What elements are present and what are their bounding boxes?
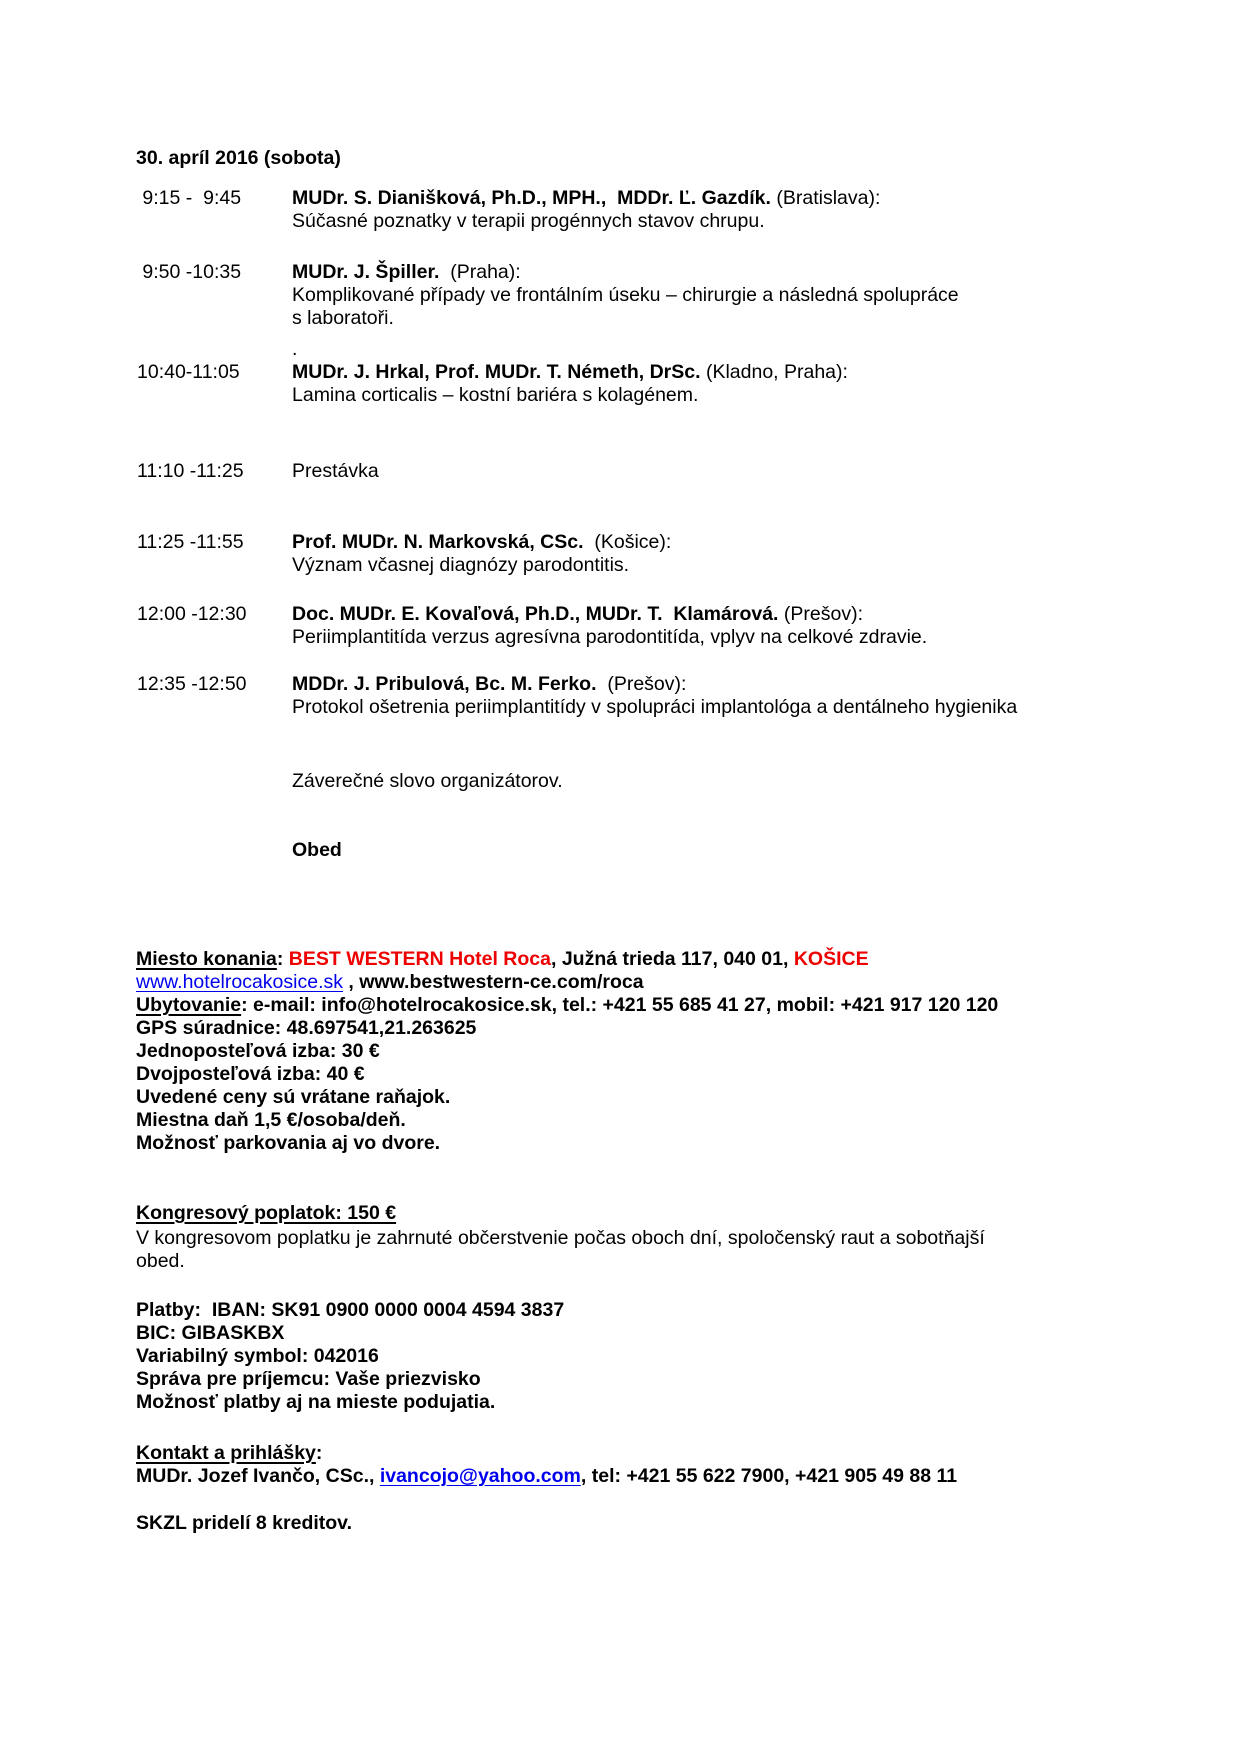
variable-symbol-line: Variabilný symbol: 042016 bbox=[136, 1345, 379, 1367]
gps-line: GPS súradnice: 48.697541,21.263625 bbox=[136, 1017, 477, 1039]
talk-place: (Prešov): bbox=[778, 603, 863, 625]
schedule-row-break bbox=[137, 460, 379, 483]
bic-line: BIC: GIBASKBX bbox=[136, 1322, 285, 1344]
accommodation-contact: : e-mail: info@hotelrocakosice.sk, tel.: +421 55 685 41 27, mobil: +421 917 120 120 bbox=[241, 994, 999, 1016]
talk-place: (Košice): bbox=[583, 531, 672, 553]
schedule-row bbox=[137, 361, 848, 384]
talk-time: 11:10 -11:25 bbox=[137, 460, 244, 482]
talk-time: 9:15 - 9:45 bbox=[137, 187, 242, 209]
talk-place: (Bratislava): bbox=[770, 187, 881, 209]
schedule-row bbox=[137, 673, 686, 696]
talk-description: Periimplantitída verzus agresívna parodontitída, vplyv na celkové zdravie. bbox=[292, 626, 928, 648]
venue-label: Miesto konania bbox=[136, 948, 277, 970]
date-heading: 30. apríl 2016 (sobota) bbox=[136, 147, 341, 169]
contact-phones: , tel: +421 55 622 7900, +421 905 49 88 11 bbox=[580, 1465, 958, 1487]
contact-person: MUDr. Jozef Ivančo, CSc., bbox=[136, 1465, 380, 1487]
lunch-label: Obed bbox=[292, 839, 342, 861]
accommodation-label: Ubytovanie bbox=[136, 994, 242, 1016]
stray-period: . bbox=[292, 338, 298, 360]
schedule-row bbox=[137, 261, 521, 284]
schedule-row bbox=[137, 603, 863, 626]
venue-city: KOŠICE bbox=[793, 948, 869, 970]
iban-line: Platby: IBAN: SK91 0900 0000 0004 4594 3837 bbox=[136, 1299, 565, 1321]
talk-speakers: Prof. MUDr. N. Markovská, CSc. bbox=[292, 531, 584, 553]
contact-line bbox=[136, 1465, 957, 1488]
talk-description: Súčasné poznatky v terapii progénnych stavov chrupu. bbox=[292, 210, 765, 232]
talk-description: Komplikované případy ve frontálním úseku – chirurgie a následná spolupráce bbox=[292, 284, 959, 306]
talk-description: s laboratoři. bbox=[292, 307, 394, 329]
hotel-website-link[interactable]: www.hotelrocakosice.sk bbox=[136, 971, 343, 993]
talk-place: (Praha): bbox=[439, 261, 521, 283]
talk-description: Význam včasnej diagnózy parodontitis. bbox=[292, 554, 630, 576]
venue-line: Miesto konania: BEST WESTERN Hotel Roca, Južná trieda 117, 040 01, KOŠICE bbox=[136, 948, 869, 970]
talk-description: Protokol ošetrenia periimplantitídy v spolupráci implantológa a dentálneho hygienika bbox=[292, 696, 1018, 718]
talk-speakers: MDDr. J. Pribulová, Bc. M. Ferko. bbox=[292, 673, 597, 695]
accommodation-line bbox=[136, 994, 998, 1017]
talk-time: 9:50 -10:35 bbox=[137, 261, 242, 283]
contact-email-link[interactable]: ivancojo@yahoo.com bbox=[379, 1465, 581, 1487]
double-room-price: Dvojposteľová izba: 40 € bbox=[136, 1063, 365, 1085]
schedule-row bbox=[137, 531, 671, 554]
fee-description: obed. bbox=[136, 1250, 185, 1272]
contact-heading: Kontakt a prihlášky bbox=[136, 1442, 316, 1464]
talk-time: 12:35 -12:50 bbox=[137, 673, 247, 695]
talk-speakers: MUDr. J. Špiller. bbox=[292, 261, 440, 283]
contact-heading-line: Kontakt a prihlášky: bbox=[136, 1442, 323, 1464]
website-line bbox=[136, 971, 644, 994]
venue-address: , Južná trieda 117, 040 01, bbox=[551, 948, 794, 970]
talk-speakers: MUDr. S. Dianišková, Ph.D., MPH., MDDr. Ľ. Gazdík. bbox=[292, 187, 771, 209]
website-rest: , www.bestwestern-ce.com/roca bbox=[343, 971, 644, 993]
fee-description: V kongresovom poplatku je zahrnuté občerstvenie počas oboch dní, spoločenský raut a sobotňajší bbox=[136, 1227, 985, 1249]
single-room-price: Jednoposteľová izba: 30 € bbox=[136, 1040, 380, 1062]
breakfast-note: Uvedené ceny sú vrátane raňajok. bbox=[136, 1086, 451, 1108]
talk-place: (Kladno, Praha): bbox=[700, 361, 848, 383]
talk-description: Lamina corticalis – kostní bariéra s kolagénem. bbox=[292, 384, 699, 406]
talk-speakers: MUDr. J. Hrkal, Prof. MUDr. T. Németh, DrSc. bbox=[292, 361, 701, 383]
onsite-payment-line: Možnosť platby aj na mieste podujatia. bbox=[136, 1391, 496, 1413]
local-tax-note: Miestna daň 1,5 €/osoba/deň. bbox=[136, 1109, 406, 1131]
parking-note: Možnosť parkovania aj vo dvore. bbox=[136, 1132, 441, 1154]
fee-heading: Kongresový poplatok: 150 € bbox=[136, 1202, 397, 1224]
talk-time: 11:25 -11:55 bbox=[137, 531, 244, 553]
talk-place: (Prešov): bbox=[596, 673, 687, 695]
hotel-name: BEST WESTERN Hotel Roca bbox=[288, 948, 551, 970]
schedule-row bbox=[137, 187, 880, 210]
break-label: Prestávka bbox=[292, 460, 379, 482]
recipient-message-line: Správa pre príjemcu: Vaše priezvisko bbox=[136, 1368, 481, 1390]
closing-note: Záverečné slovo organizátorov. bbox=[292, 770, 563, 792]
talk-time: 12:00 -12:30 bbox=[137, 603, 247, 625]
talk-speakers: Doc. MUDr. E. Kovaľová, Ph.D., MUDr. T. Klamárová. bbox=[292, 603, 779, 625]
credits-note: SKZL pridelí 8 kreditov. bbox=[136, 1512, 352, 1534]
talk-time: 10:40-11:05 bbox=[137, 361, 240, 383]
